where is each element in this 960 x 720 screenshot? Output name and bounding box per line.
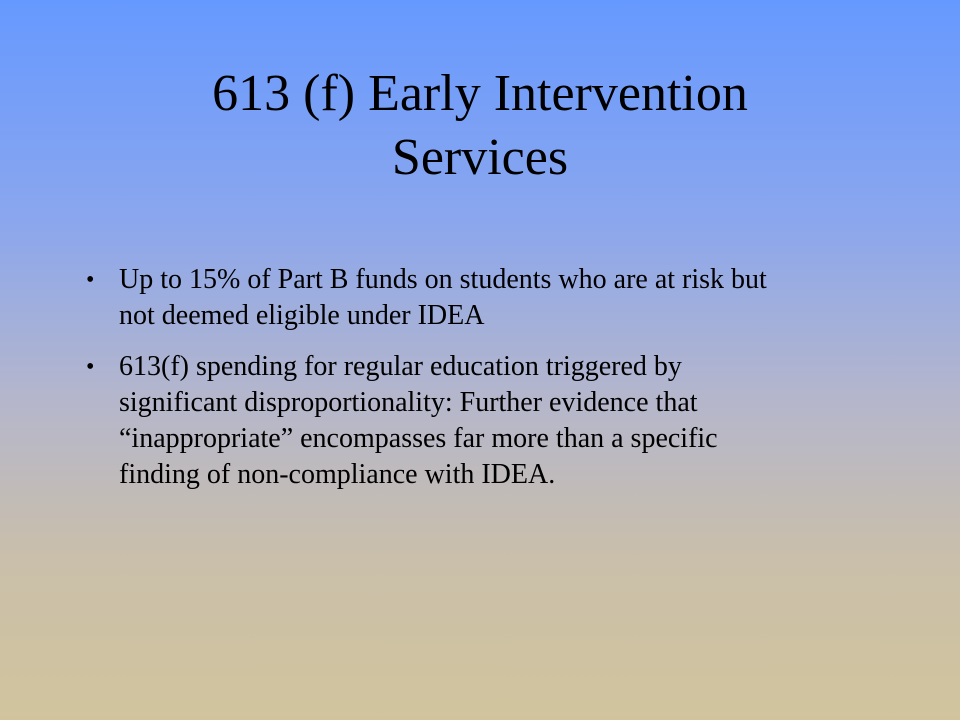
bullet-text-line: finding of non-compliance with IDEA. (119, 459, 556, 490)
slide-title-line-2: Services (391, 129, 569, 186)
bullet-marker: • (86, 267, 95, 293)
bullet-text-line: “inappropriate” encompasses far more than a specific (119, 423, 718, 454)
bullet-item-2 (80, 349, 880, 493)
bullet-text-line: Up to 15% of Part B funds on students who are at risk but (119, 264, 767, 295)
slide-title (80, 62, 880, 190)
slide-title-line-1: 613 (f) Early Intervention (212, 65, 748, 122)
bullet-item-1 (80, 262, 880, 334)
bullet-list (80, 262, 880, 508)
bullet-text-line: not deemed eligible under IDEA (119, 300, 485, 331)
bullet-marker: • (86, 354, 95, 380)
bullet-text-line: significant disproportionality: Further evidence that (119, 387, 698, 418)
bullet-text-line: 613(f) spending for regular education triggered by (119, 351, 682, 382)
